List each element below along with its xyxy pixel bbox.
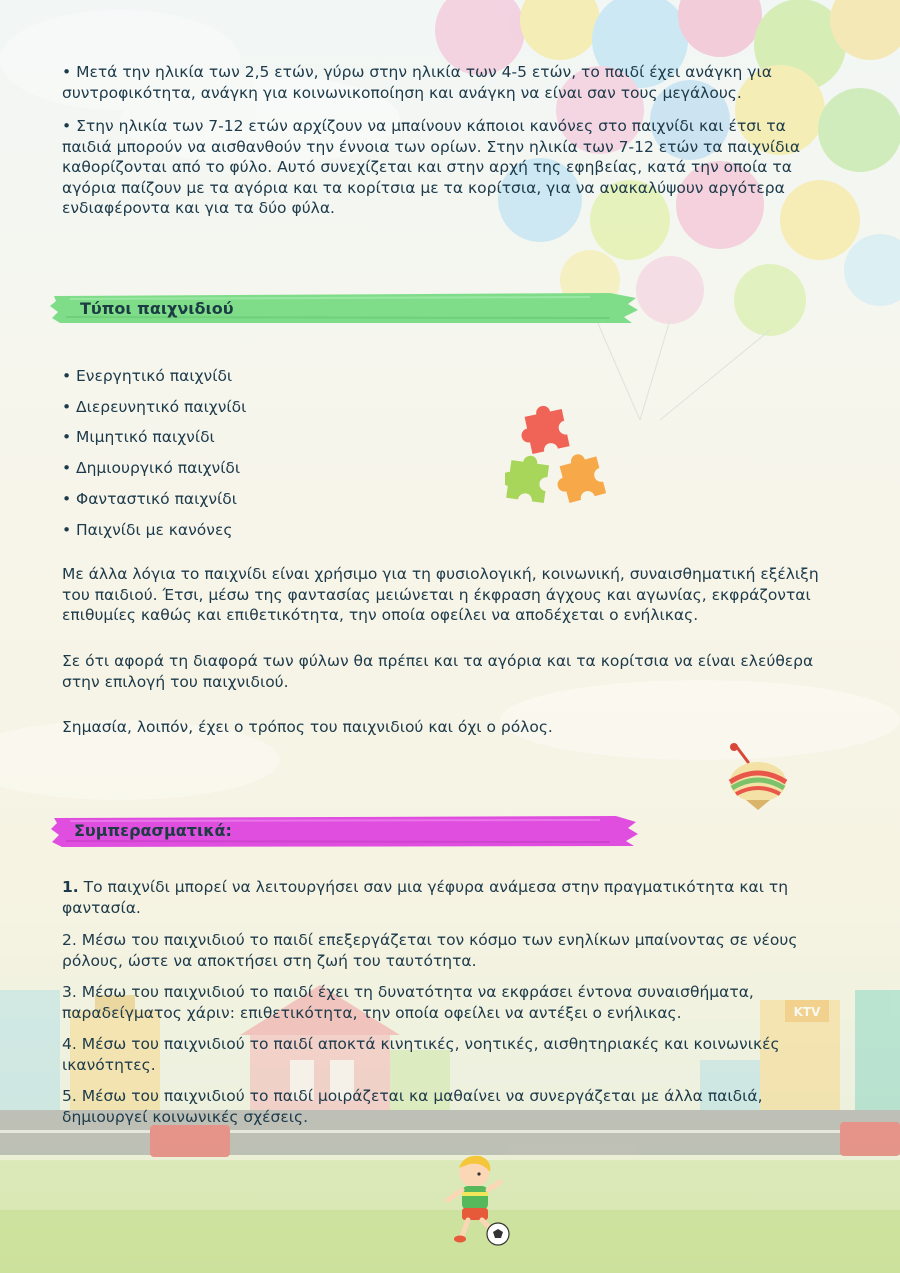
types-list-item: • Φανταστικό παιχνίδι <box>62 490 237 508</box>
types-list-item: • Παιχνίδι με κανόνες <box>62 521 233 539</box>
conclusion-item: 3. Μέσω του παιχνιδιού το παιδί έχει τη δυνατότητα να εκφράσει έντονα συναισθήματα, παραδείγματος χάριν: επιθετικότητα, την οποία οφείλει να αντέξει ο ενήλικας. <box>62 983 754 1022</box>
types-list-item: • Μιμητικό παιχνίδι <box>62 428 215 446</box>
conclusion-item: 2. Μέσω του παιχνιδιού το παιδί επεξεργάζεται τον κόσμο των ενηλίκων μπαίνοντας σε νέους ρόλους, ώστε να αποκτήσει στη ζωή του ταυτότητα. <box>62 931 798 970</box>
body-paragraph: Σε ότι αφορά τη διαφορά των φύλων θα πρέπει και τα αγόρια και τα κορίτσια να είναι ελεύθερα στην επιλογή του παιχνιδιού. <box>62 652 814 691</box>
conclusion-item: 5. Μέσω του παιχνιδιού το παιδί μοιράζεται κα μαθαίνει να συνεργάζεται με άλλα παιδιά, δημιουργεί κοινωνικές σχέσεις. <box>62 1087 763 1126</box>
boy-with-ball-illustration <box>432 1152 518 1248</box>
body-paragraph: Με άλλα λόγια το παιχνίδι είναι χρήσιμο για τη φυσιολογική, κοινωνική, συναισθηματική εξέλιξη του παιδιού. Έτσι, μέσω της φαντασίας μειώνεται η έκφραση άγχους και αγωνίας, εκφράζονται επιθυμίες καθώς και επιθετικότητα, την οποία οφείλει να αποδέχεται ο ενήλικας. <box>62 565 819 624</box>
types-list-item: • Διερευνητικό παιχνίδι <box>62 398 247 416</box>
spinning-top-icon <box>722 742 792 814</box>
conclusion-item: 1. Το παιχνίδι μπορεί να λειτουργήσει σαν μια γέφυρα ανάμεσα στην πραγματικότητα και τη φαντασία. <box>62 878 789 917</box>
intro-item: • Μετά την ηλικία των 2,5 ετών, γύρω στην ηλικία των 4-5 ετών, το παιδί έχει ανάγκη για συντροφικότητα, ανάγκη για κοινωνικοποίηση και ανάγκη να είναι σαν τους μεγάλους. <box>62 63 772 102</box>
types-list-item: • Δημιουργικό παιχνίδι <box>62 459 241 477</box>
puzzle-pieces-icon <box>505 402 615 507</box>
intro-item: • Στην ηλικία των 7-12 ετών αρχίζουν να μπαίνουν κάποιοι κανόνες στο παιχνίδι και έτσι τα παιδιά μπορούν να αισθανθούν την έννοια των ορίων. Στην ηλικία των 7-12 ετών τα παιχνίδια καθορίζονται από το φύλο. Αυτό συνεχίζεται και στην αρχή της εφηβείας, κατά την οποία τα αγόρια παίζουν με τα αγόρια και τα κορίτσια με τα κορίτσια, για να ανακαλύψουν αργότερα ενδιαφέροντα και για τα δύο φύλα. <box>62 117 801 217</box>
types-heading-banner <box>50 290 640 326</box>
conclusion-heading: Συμπερασματικά: <box>74 821 232 840</box>
types-list-item: • Ενεργητικό παιχνίδι <box>62 367 233 385</box>
conclusion-item: 4. Μέσω του παιχνιδιού το παιδί αποκτά κινητικές, νοητικές, αισθητηριακές και κοινωνικές ικανότητες. <box>62 1035 780 1074</box>
city-sign: KTV <box>793 1005 821 1019</box>
types-heading: Τύποι παιχνιδιού <box>80 299 234 318</box>
body-paragraph: Σημασία, λοιπόν, έχει ο τρόπος του παιχνιδιού και όχι ο ρόλος. <box>62 718 553 736</box>
conclusion-heading-banner <box>50 813 640 849</box>
